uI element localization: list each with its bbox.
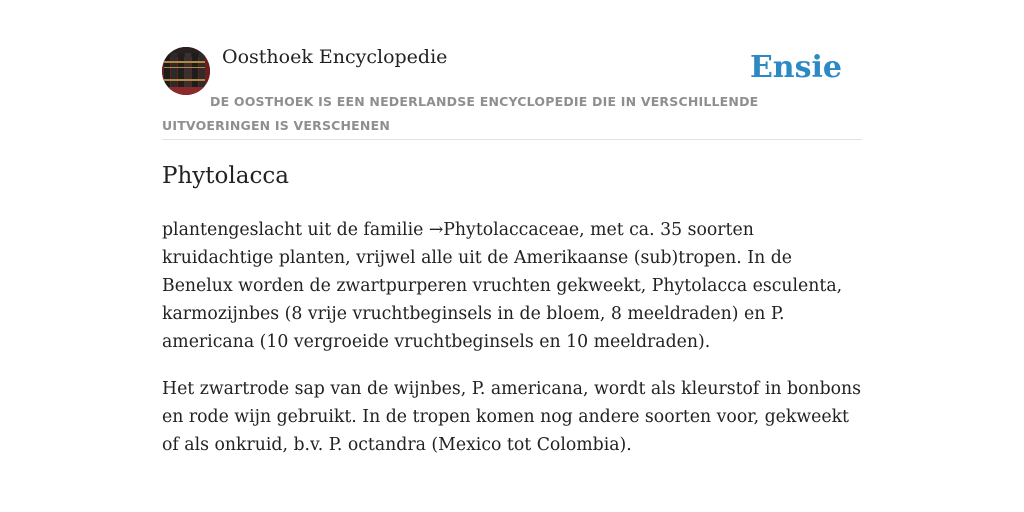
- article-paragraph: plantengeslacht uit de familie →Phytolaccaceae, met ca. 35 soorten kruidachtige planten, vrijwel alle uit de Amerikaanse (sub)tropen. In de Benelux worden de zwartpurperen vruchten gekweekt, Phytolacca esculenta, karmozijnbes (8 vrije vruchtbeginsels in de bloem, 8 meeldraden) en P. americana (10 vergroeide vruchtbeginsels en 10 meeldraden).: [162, 220, 843, 352]
- article-title: Phytolacca: [162, 163, 289, 189]
- article-paragraph: Het zwartrode sap van de wijnbes, P. americana, wordt als kleurstof in bonbons en rode wijn gebruikt. In de tropen komen nog andere soorten voor, gekweekt of als onkruid, b.v. P. octandra (Mexico tot Colombia).: [162, 379, 862, 455]
- site-header: [162, 0, 862, 140]
- site-tagline: DE OOSTHOEK IS EEN NEDERLANDSE ENCYCLOPEDIE DIE IN VERSCHILLENDE UITVOERINGEN IS VERSCHENEN: [162, 94, 759, 133]
- page-container: [162, 0, 862, 455]
- site-name[interactable]: Oosthoek Encyclopedie: [222, 46, 448, 68]
- encyclopedia-books-icon[interactable]: [162, 47, 210, 95]
- article-body: [162, 216, 862, 478]
- header-divider: [162, 139, 862, 140]
- brand-logo-link[interactable]: Ensie: [749, 50, 842, 85]
